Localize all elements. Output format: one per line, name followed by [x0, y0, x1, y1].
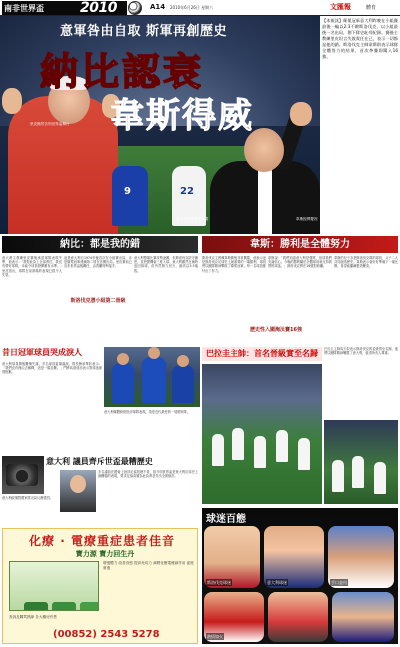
section-head-weiss: 韋斯：勝利是全體努力 [202, 236, 398, 253]
headline-primary: 納比認衰 [40, 50, 205, 94]
fan-photo [332, 592, 394, 642]
article-column: 巴拉圭主帥馬天奴表示斯洛伐克的晉級實至名歸，他們以團隊精神戰勝了意大利，值得所有人尊重。 [324, 347, 398, 356]
headline-secondary: 韋斯得威 [110, 96, 254, 136]
article-column: 意大利整場比賽攻勢凌厲，但斯洛伐克防守嚴密，並把握機會三度入球。意大利雖然在補時追回兩球，但仍然無力回天，最終以2:3落敗。 [134, 256, 198, 273]
ad-phone[interactable]: (00852) 2543 5278 [53, 629, 160, 640]
player-face [148, 347, 160, 359]
ad-body: 增強體力 改善食慾 提高免疫力 減輕化療電療副作用 促進康復 [103, 561, 194, 570]
camera-icon [6, 464, 38, 486]
slovakia-player [332, 460, 344, 492]
slovakia-player [352, 456, 364, 488]
brand [330, 2, 396, 14]
product-box-icon [52, 602, 76, 611]
italy-player [112, 363, 134, 403]
fan-photo [204, 526, 260, 588]
player-face [177, 355, 189, 367]
football-icon [128, 1, 142, 15]
article-column: 這是意大利自1974年後首次在小組賽出局，亦是衛冕冠軍連續第二屆在首圈出局。里皮賽前已宣布世界盃後離任，由普蘭特利接手。 [64, 256, 132, 269]
ad-contact: 查詢及購買熱線 各大藥房有售 [9, 615, 57, 619]
article-column: 多名議員在國會上批評足協管理不善，指今屆世界盃是意大利足球史上最糟糕的表現，要求足協高層為此負責並作出全面檢討。 [98, 470, 198, 479]
date-line: 2010年6月26日 星期六 [170, 5, 214, 10]
product-box-icon [24, 602, 48, 611]
fan-photo [328, 526, 394, 588]
hero-photo [0, 16, 320, 234]
photo-slovak-team [324, 420, 398, 504]
photo-caption: 里皮黯然告別世界盃舞台 [30, 122, 70, 126]
article-column: 韋斯的兒子亦是斯洛伐克隊的球員，父子二人共同創造歷史。韋斯表示會好好準備下一場比賽，希望能繼續製造驚喜。 [334, 256, 398, 269]
ad-product-image [9, 561, 99, 611]
fan-photo [268, 592, 328, 642]
fan-caption: 意大利球迷 [267, 580, 287, 585]
article-column: 意大利政壇對國家隊出局反應強烈。 [2, 496, 53, 500]
masthead-year: 2010 [80, 1, 117, 15]
advertisement[interactable] [2, 528, 198, 644]
coach-weiss-hand [290, 102, 312, 126]
section-head-paraguay-coach: 巴拉圭主帥：首名晉級實至名歸 [202, 347, 322, 361]
article-subhead: 斯洛伐克憑小組第二晉級 [70, 298, 126, 304]
article-column: 意大利球員賽後難掩失落，多名球員當場落淚。隊長簡拿華奴表示：「我們沒有理由去解釋，這是一場災難。」門將馬基迪亦表示對球迷深感抱歉。 [2, 362, 102, 375]
italy-player [142, 357, 166, 403]
product-box-icon [80, 602, 99, 611]
photo-caption: 意大利球員賽後落寞 [176, 217, 209, 221]
masthead [2, 1, 127, 15]
section-head-politics: 意大利 議員齊斥世盃最糟歷史 [46, 457, 153, 466]
photo-italy-players [104, 347, 200, 407]
coach-hand [2, 88, 22, 114]
player-face [117, 353, 129, 365]
headline-kicker: 意軍咎由自取 斯軍再創歷史 [60, 24, 228, 39]
article-column: 斯洛伐克主教練韋斯賽後非常興奮，他表示這是斯洛伐克足球史上最重要的一場勝利，球員們以團隊精神擊敗了衛冕冠軍，每一名球員都付出了努力。 [202, 256, 266, 273]
fan-photo [204, 592, 264, 642]
ad-subtitle: 寶力源 寶力回生丹 [75, 550, 135, 558]
brand-logo: 文匯報 [330, 3, 351, 11]
article-column: 韋斯說：「我們知道意大利是強隊，但球員們充滿信心。今晚的勝利屬於全體球員和支持我們的球迷。」斯洛伐克將在16強對荷蘭。 [268, 256, 332, 269]
article-column: 意大利主教練里皮賽後承認球隊表現失準，他表示：「我對此負上全部責任，我沒有帶好球隊，未能令球員發揮應有水準。」里皮指出，球隊在前兩場的表現已經令人失望。 [2, 256, 62, 277]
brand-tag: 體育 [366, 5, 377, 11]
photo-caption: 韋斯振臂慶祝 [296, 217, 318, 221]
fans-head: 球迷百態 [206, 514, 246, 525]
slovakia-player [374, 462, 386, 494]
fan-caption: 手口並用 [331, 580, 347, 585]
slovakia-player [232, 428, 244, 460]
fan-caption: 斯洛伐克球迷 [207, 580, 231, 585]
page-header [0, 0, 400, 16]
ad-title: 化療 · 電療重症患者佳音 [29, 534, 175, 548]
masthead-name: 南非世界盃 [4, 4, 44, 13]
fans-gallery [202, 508, 398, 644]
intro-column [322, 18, 398, 134]
slovakia-player [254, 436, 266, 468]
section-head-lippi: 納比：都是我的錯 [2, 236, 198, 253]
article-column: 意大利媒體紛紛批評球隊表現，指是近代最差的一屆國家隊。 [104, 410, 191, 414]
camera-photo [2, 456, 44, 494]
article-subhead: 歷史性入圍淘汰賽16強 [250, 327, 302, 333]
italy-player [172, 365, 194, 403]
coach-weiss-shirt [258, 166, 272, 234]
intro-text: 【本報訊】衛冕冠軍意大利昨晚在小組賽最後一輪以2:3不敵斯洛伐克，以小組最後一名出局，創下隊史恥辱紀錄。賽後主教練里皮坦言失敗責任在己，表示一切都是他的錯。斯洛伐克主帥韋斯則表示球隊全體努力的結果，首次參賽即闖入16強。 [322, 18, 398, 59]
fan-photo [264, 526, 324, 588]
page-number: A14 [150, 3, 166, 11]
slovakia-player [212, 434, 224, 466]
slovakia-player [276, 430, 288, 462]
politician-face [70, 475, 86, 493]
photo-slovak-celebration [202, 364, 322, 504]
slovakia-player [298, 438, 310, 470]
jersey-number: 22 [180, 186, 194, 197]
fan-caption: 熱情如火 [207, 634, 223, 639]
section-head-italy-tears: 昔日冠軍球員哭成淚人 [2, 348, 82, 357]
jersey-number: 9 [124, 186, 131, 197]
